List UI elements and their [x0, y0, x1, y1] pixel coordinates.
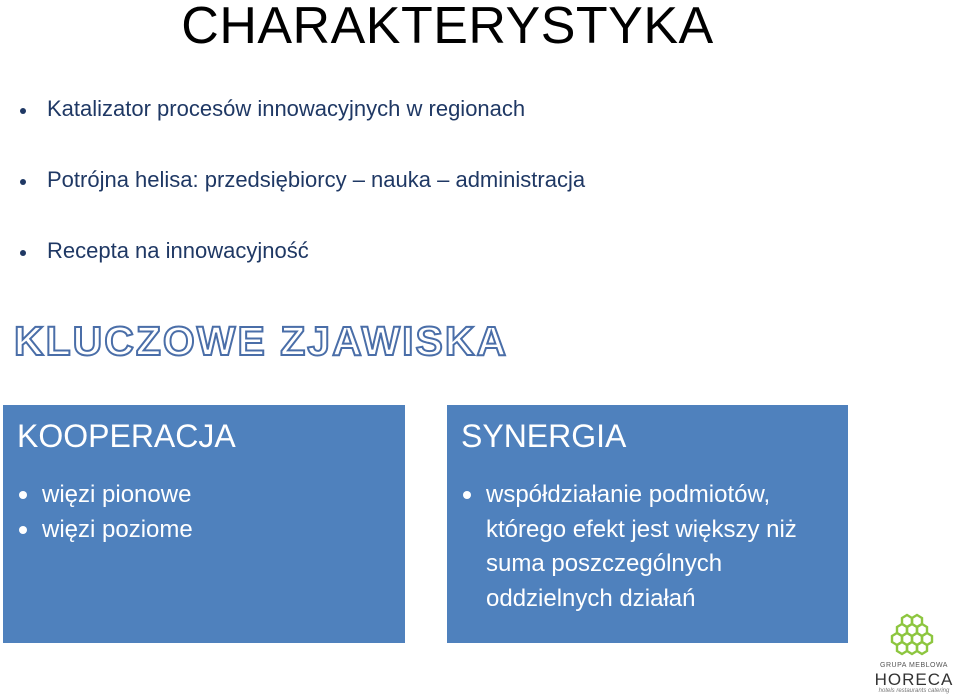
list-item-text: więzi poziome: [42, 515, 193, 543]
list-item-text: współdziałanie podmiotów, którego efekt jest większy niż suma poszczególnych oddzielnych działań: [486, 481, 797, 612]
bullet-dot-icon: [19, 526, 27, 534]
horeca-logo: [868, 612, 960, 695]
bullet-dot-icon: [19, 491, 27, 499]
bullet-dot-icon: [20, 108, 26, 114]
synergia-box: [447, 405, 848, 643]
logo-brand-text: HORECA: [874, 670, 954, 689]
bullet-dot-icon: [463, 491, 471, 499]
section-heading: KLUCZOWE ZJAWISKA: [14, 318, 509, 364]
box-title: SYNERGIA: [461, 418, 627, 454]
list-item-text: więzi pionowe: [42, 481, 192, 508]
kooperacja-box: [3, 405, 405, 643]
list-item: [461, 478, 821, 616]
bullet-dot-icon: [20, 250, 26, 256]
honeycomb-logo-icon: [868, 612, 960, 662]
box-title: KOOPERACJA: [17, 418, 236, 454]
slide-title: CHARAKTERYSTYKA: [181, 0, 714, 55]
logo-subtitle-text: hotels restaurants catering: [878, 688, 950, 694]
box-list: [461, 478, 821, 616]
bullet-text: Recepta na innowacyjność: [47, 238, 309, 263]
bullet-text: Potrójna helisa: przedsiębiorcy – nauka – administracja: [47, 167, 586, 192]
list-item: [17, 513, 193, 548]
box-list: [17, 478, 193, 547]
bullet-text: Katalizator procesów innowacyjnych w regionach: [47, 96, 526, 121]
logo-group-text: GRUPA MEBLOWA: [880, 662, 948, 669]
bullet-dot-icon: [20, 179, 26, 185]
list-item: [17, 478, 193, 513]
